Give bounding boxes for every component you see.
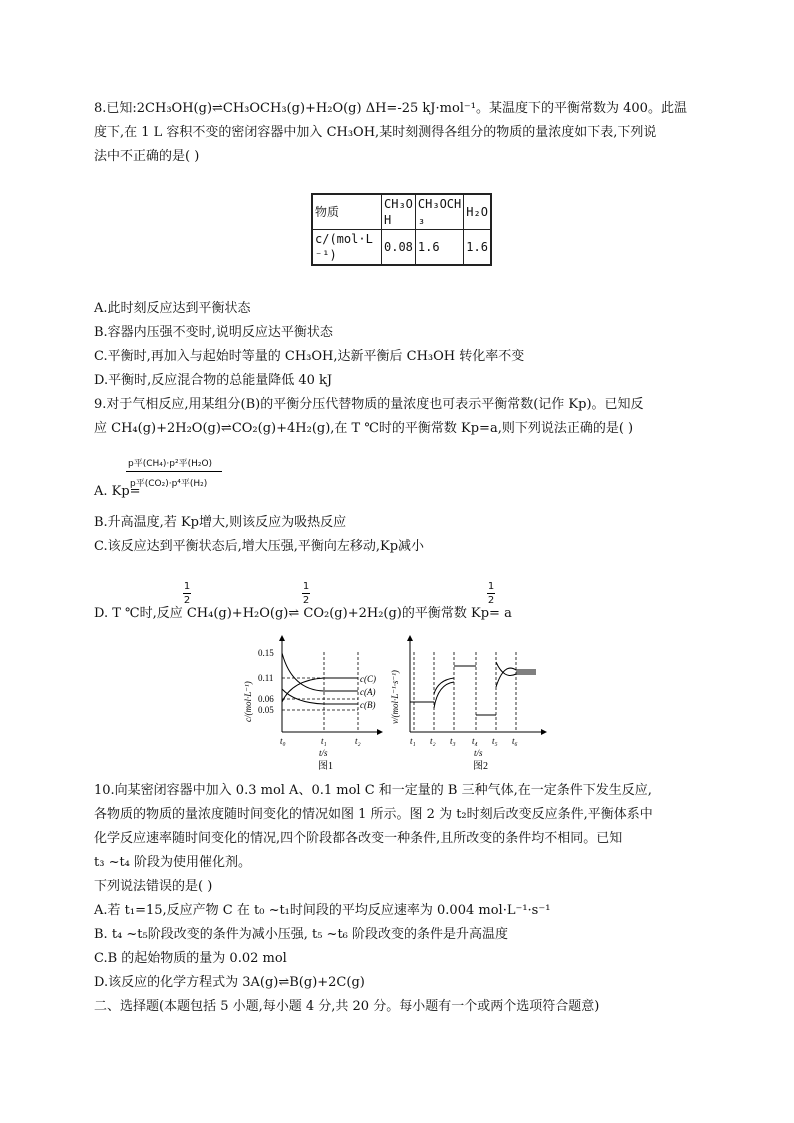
fig1-xtick-2: t₂: [355, 736, 361, 746]
fig1-label-a: c(A): [360, 687, 376, 697]
fig2-xtick-4: t₅: [492, 736, 498, 746]
q8-option-b: B.容器内压强不变时,说明反应达平衡状态: [94, 325, 333, 340]
q10-option-d: D.该反应的化学方程式为 3A(g)⇌B(g)+2C(g): [94, 975, 365, 990]
fig1-xtick-0: t₀: [280, 736, 286, 746]
table-cell-ch3och3: 1.6: [415, 230, 463, 266]
figure-2: [390, 638, 544, 772]
half-fraction-1: 1 2: [183, 581, 191, 606]
figure-1: [243, 638, 380, 772]
half-fraction-3: 1 2: [487, 581, 495, 606]
fig2-xtick-0: t₁: [410, 736, 416, 746]
fig1-ytick-2: 0.06: [258, 694, 274, 704]
table-cell-ch3oh: 0.08: [382, 230, 416, 266]
fig1-caption: 图1: [318, 761, 333, 772]
q9-option-d: D. T ℃时,反应 CH₄(g)+H₂O(g)⇌ CO₂(g)+2H₂(g)的平衡常数 Kp= a: [94, 606, 512, 621]
fig1-ylabel: c/(mol·L⁻¹): [243, 681, 253, 722]
q10-option-a: A.若 t₁=15,反应产物 C 在 t₀ ~t₁时间段的平均反应速率为 0.004 mol·L⁻¹·s⁻¹: [94, 903, 551, 918]
q9-option-a: A. Kp=: [94, 484, 141, 499]
q10-line5: 下列说法错误的是( ): [94, 879, 213, 894]
q8-line3: 法中不正确的是( ): [94, 149, 200, 164]
q9-a-fraction-bar: [126, 471, 222, 472]
q8-option-c: C.平衡时,再加入与起始时等量的 CH₃OH,达新平衡后 CH₃OH 转化率不变: [94, 349, 525, 364]
fig1-xtick-1: t₁: [321, 736, 327, 746]
section-2-heading: 二、选择题(本题包括 5 小题,每小题 4 分,共 20 分。每小题有一个或两个选项符合题意): [94, 999, 600, 1014]
table-header-h2o: H₂O: [464, 194, 491, 230]
table-header-ch3och3: CH₃OCH ₃: [415, 194, 463, 230]
q8-option-a: A.此时刻反应达到平衡状态: [94, 301, 251, 316]
half-fraction-2: 1 2: [302, 581, 310, 606]
fig1-label-c: c(C): [360, 674, 376, 684]
fig1-label-b: c(B): [360, 700, 376, 710]
fig1-xlabel: t/s: [319, 748, 328, 758]
fig2-xtick-5: t₆: [512, 736, 518, 746]
fig2-xtick-1: t₂: [430, 736, 436, 746]
q9-a-numerator: p平(CH₄)·p²平(H₂O): [128, 459, 213, 469]
figures: [240, 632, 560, 774]
fig2-xtick-2: t₃: [450, 736, 456, 746]
concentration-table: [311, 193, 492, 266]
q10-option-b: B. t₄ ~t₅阶段改变的条件为减小压强, t₅ ~t₆ 阶段改变的条件是升高温度: [94, 927, 509, 942]
q8-line1: 8.已知:2CH₃OH(g)⇌CH₃OCH₃(g)+H₂O(g) ΔH=-25 kJ·mol⁻¹。某温度下的平衡常数为 400。此温: [94, 101, 687, 116]
fig1-ytick-3: 0.05: [258, 705, 274, 715]
q9-option-b: B.升高温度,若 Kp增大,则该反应为吸热反应: [94, 515, 347, 530]
q9-line2: 应 CH₄(g)+2H₂O(g)⇌CO₂(g)+4H₂(g),在 T ℃时的平衡常数 Kp=a,则下列说法正确的是( ): [94, 421, 634, 436]
q10-line1: 10.向某密闭容器中加入 0.3 mol A、0.1 mol C 和一定量的 B 三种气体,在一定条件下发生反应,: [94, 783, 652, 798]
table-header-substance: 物质: [312, 194, 382, 230]
fig2-xtick-3: t₄: [472, 736, 478, 746]
fig2-caption: 图2: [473, 761, 488, 772]
fig2-xlabel: t/s: [474, 748, 483, 758]
q9-line1: 9.对于气相反应,用某组分(B)的平衡分压代替物质的量浓度也可表示平衡常数(记作 Kp)。已知反: [94, 397, 644, 412]
fig1-ytick-0: 0.15: [258, 648, 274, 658]
table-cell-h2o: 1.6: [464, 230, 491, 266]
q10-option-c: C.B 的起始物质的量为 0.02 mol: [94, 951, 287, 966]
fig1-ytick-1: 0.11: [258, 673, 274, 683]
q10-line2: 各物质的物质的量浓度随时间变化的情况如图 1 所示。图 2 为 t₂时刻后改变反应条件,平衡体系中: [94, 807, 653, 822]
q9-option-c: C.该反应达到平衡状态后,增大压强,平衡向左移动,Kp减小: [94, 539, 425, 554]
q8-line2: 度下,在 1 L 容积不变的密闭容器中加入 CH₃OH,某时刻测得各组分的物质的量浓度如下表,下列说: [94, 125, 657, 140]
fig2-ylabel: v/(mol·L⁻¹·s⁻¹): [390, 670, 400, 724]
q9-a-denominator: p平(CO₂)·p⁴平(H₂): [130, 479, 208, 489]
table-row-label: c/(mol·L ⁻¹): [312, 230, 382, 266]
q8-option-d: D.平衡时,反应混合物的总能量降低 40 kJ: [94, 373, 333, 388]
q10-line4: t₃ ~t₄ 阶段为使用催化剂。: [94, 855, 252, 870]
table-header-ch3oh: CH₃O H: [382, 194, 416, 230]
q10-line3: 化学反应速率随时间变化的情况,四个阶段都各改变一种条件,且所改变的条件均不相同。已知: [94, 831, 623, 846]
